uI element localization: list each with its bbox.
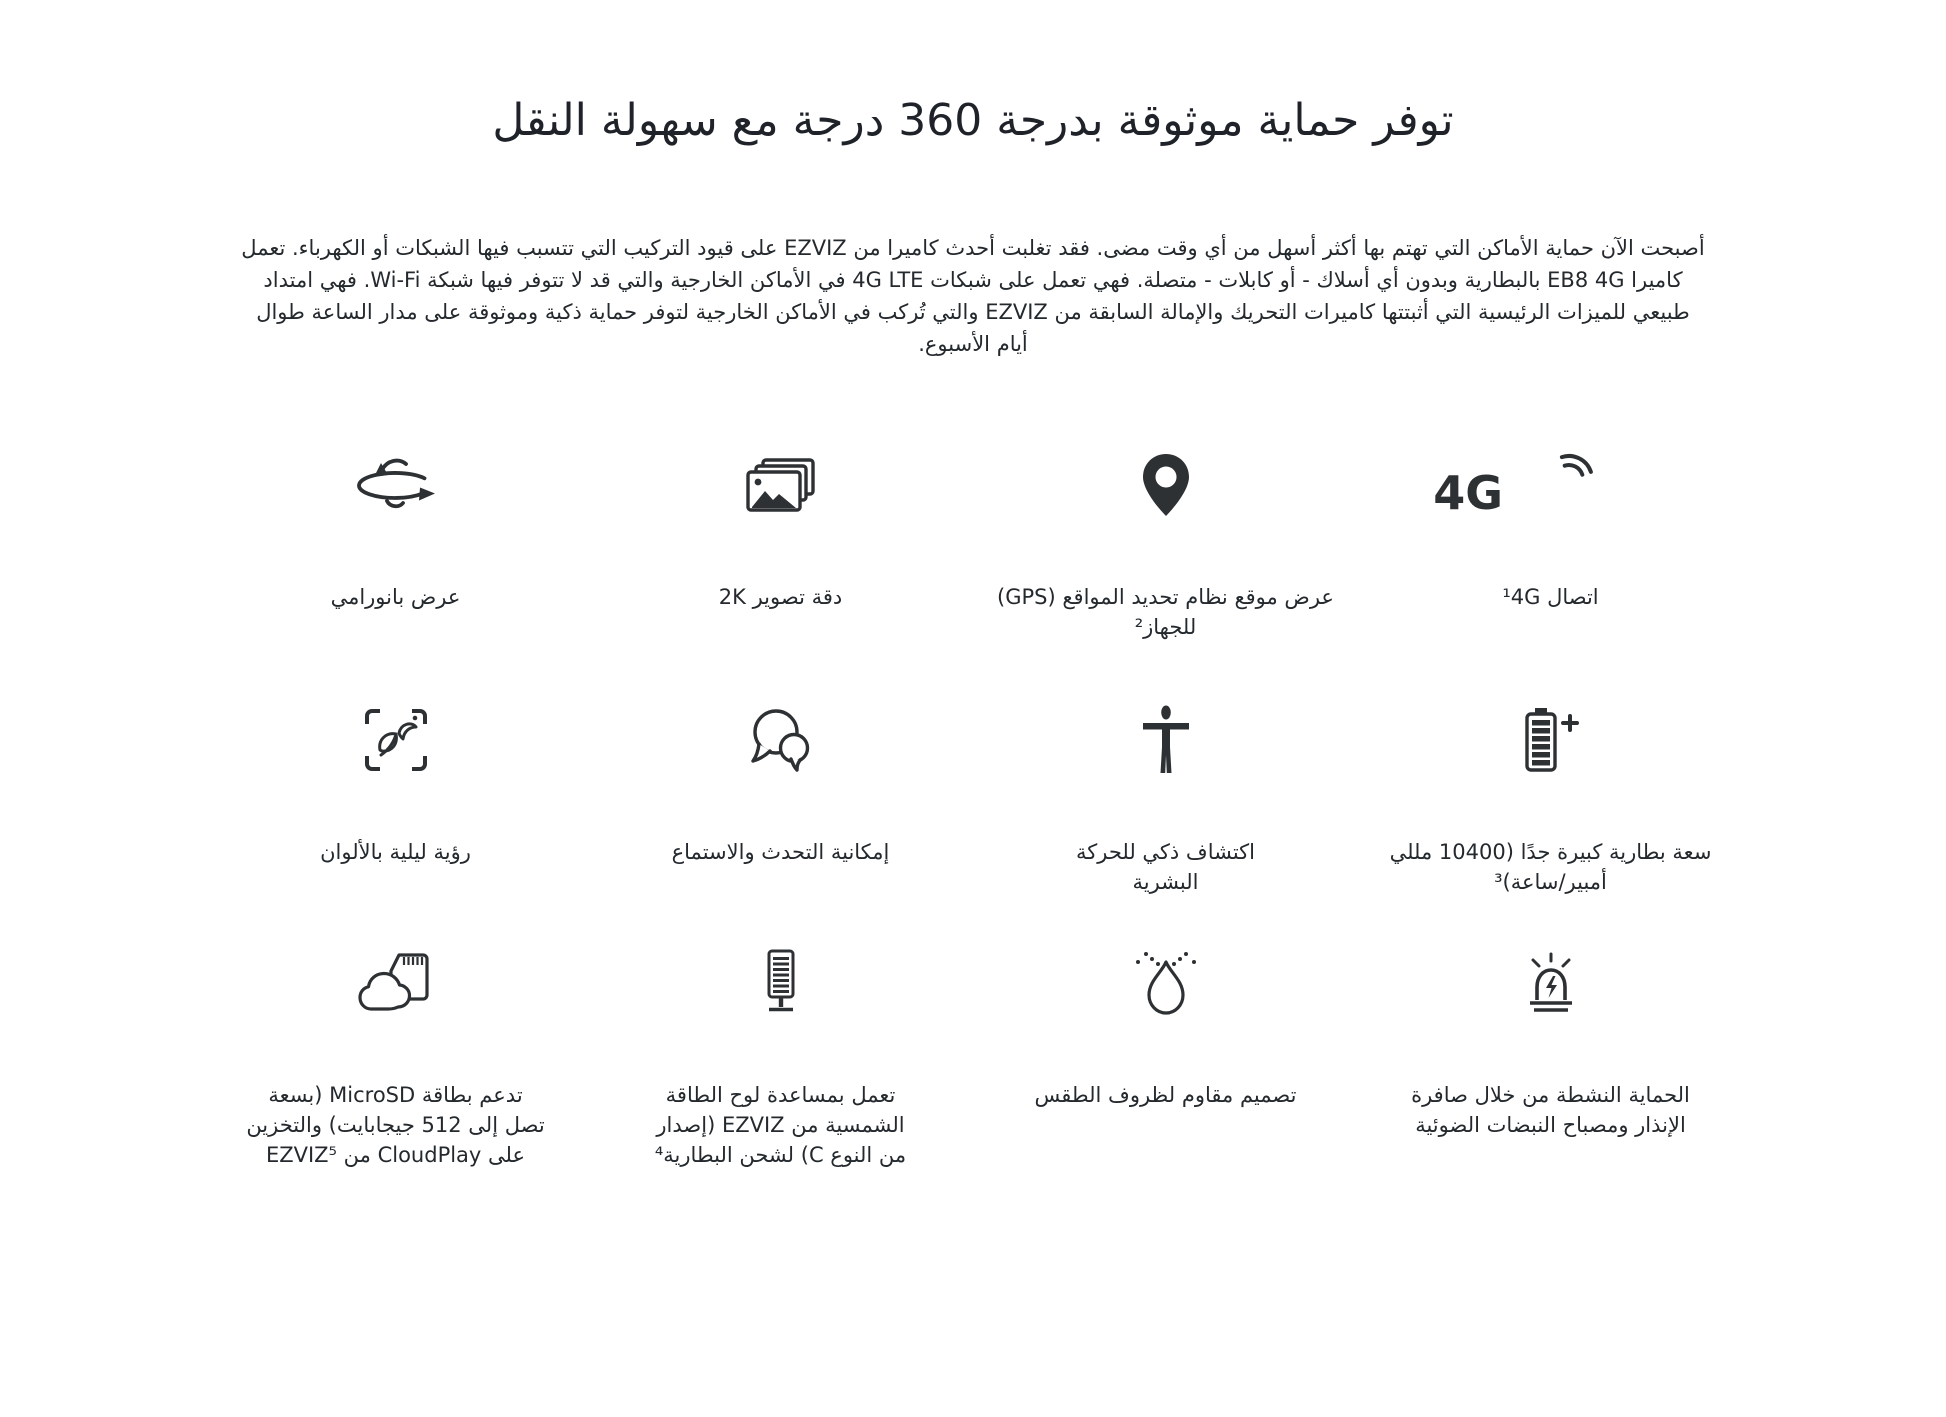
solar-panel-icon (758, 948, 804, 1018)
feature-color-night-vision (203, 705, 588, 948)
feature-panoramic-view (203, 450, 588, 705)
features-grid (203, 450, 1743, 1170)
feature-4g-connectivity (1358, 450, 1743, 705)
panoramic-view-icon (354, 450, 438, 520)
feature-label: اتصال ¹4G (1502, 585, 1599, 609)
feature-label: سعة بطارية كبيرة جدًا (10400 مللي أمبير/ساعة)³ (1389, 840, 1712, 894)
feature-human-detection (973, 705, 1358, 948)
feature-solar-panel-charging (588, 948, 973, 1170)
feature-label: تعمل بمساعدة لوح الطاقة الشمسية من EZVIZ (إصدار من النوع C) لشحن البطارية⁴ (654, 1083, 907, 1167)
4g-signal-icon (1432, 450, 1599, 520)
photos-2k-icon (745, 450, 817, 520)
feature-label: إمكانية التحدث والاستماع (671, 840, 890, 864)
weatherproof-drop-icon (1134, 948, 1198, 1018)
feature-weatherproof-design (973, 948, 1358, 1170)
feature-2k-resolution (588, 450, 973, 705)
feature-gps-location (973, 450, 1358, 705)
page-description: أصبحت الآن حماية الأماكن التي تهتم بها أكثر أسهل من أي وقت مضى. فقد تغلبت أحدث كاميرا من EZVIZ على قيود التركيب التي تتسبب فيها الشبكات أو الكهرباء. تعمل كاميرا EB8 4G بالبطارية وبدون أي أسلاك - أو كابلات - متصلة. فهي تعمل على شبكات 4G LTE في الأماكن الخارجية والتي قد لا تتوفر فيها شبكة Wi-Fi. فهي امتداد طبيعي للميزات الرئيسية التي أثبتتها كاميرات التحريك والإمالة السابقة من EZVIZ والتي تُركب في الأماكن الخارجية لتوفر حماية ذكية وموثوقة على مدار الساعة طوال أيام الأسبوع. (241, 236, 1705, 356)
feature-label: تدعم بطاقة MicroSD (بسعة تصل إلى 512 جيجابايت) والتخزين على CloudPlay من EZVIZ⁵ (246, 1083, 545, 1167)
product-features-section (0, 88, 1946, 1170)
feature-battery-capacity (1358, 705, 1743, 948)
gps-location-pin-icon (1141, 450, 1191, 520)
feature-label: تصميم مقاوم لظروف الطقس (1034, 1083, 1297, 1107)
feature-label: الحماية النشطة من خلال صافرة الإنذار ومصباح النبضات الضوئية (1411, 1083, 1690, 1137)
feature-label: عرض بانورامي (330, 585, 461, 609)
microsd-cloud-icon (357, 948, 435, 1018)
siren-strobe-icon (1520, 948, 1582, 1018)
feature-label: اكتشاف ذكي للحركة البشرية (1075, 840, 1256, 894)
page-title: توفر حماية موثوقة بدرجة 360 درجة مع سهولة النقل (492, 95, 1454, 146)
feature-label: دقة تصوير 2K (718, 585, 843, 609)
two-way-talk-icon (748, 705, 814, 775)
feature-microsd-cloud-storage (203, 948, 588, 1170)
feature-label: عرض موقع نظام تحديد المواقع (GPS) للجهاز² (997, 585, 1334, 639)
battery-icon (1522, 705, 1580, 775)
feature-two-way-talk (588, 705, 973, 948)
feature-label: رؤية ليلية بالألوان (320, 840, 471, 864)
svg-text:4G: 4G (1432, 466, 1503, 520)
feature-active-defense-siren (1358, 948, 1743, 1170)
color-night-vision-icon (363, 705, 429, 775)
human-detection-icon (1141, 705, 1191, 775)
